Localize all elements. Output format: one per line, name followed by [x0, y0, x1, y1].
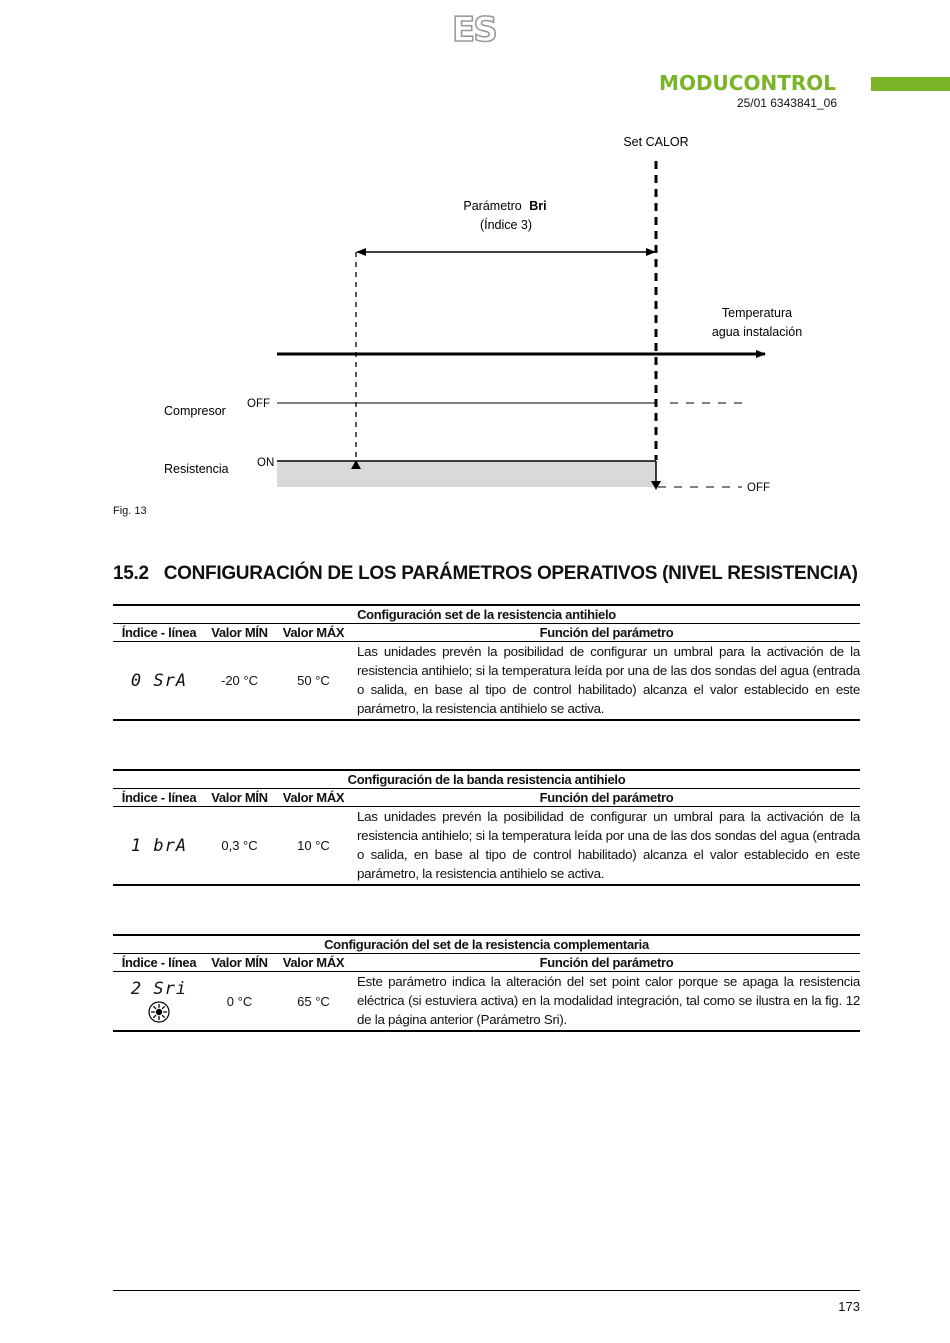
heater-label: Resistencia [164, 462, 229, 476]
col-header-min: Valor MÍN [205, 624, 274, 642]
min-value: -20 °C [205, 642, 274, 721]
parameter-code-cell [113, 972, 205, 1032]
table-row [113, 642, 860, 721]
col-header-min: Valor MÍN [205, 789, 274, 807]
table-caption: Configuración de la banda resistencia antihielo [113, 770, 860, 789]
param-label [463, 199, 546, 213]
page-number: 173 [838, 1299, 860, 1314]
set-calor-label: Set CALOR [623, 135, 689, 149]
footer-divider [113, 1290, 860, 1291]
heater-diagram [0, 125, 950, 505]
parameter-code-cell [113, 807, 205, 886]
heater-on-label: ON [257, 457, 275, 469]
axis-label-line2: agua instalación [711, 325, 803, 339]
table-caption: Configuración set de la resistencia antihielo [113, 605, 860, 624]
language-logo: ES [452, 10, 496, 50]
table-row [113, 972, 860, 1032]
compressor-label: Compresor [164, 404, 226, 418]
param-index-label: (Índice 3) [479, 218, 533, 232]
parameter-table-sra [113, 604, 860, 721]
figure-caption: Fig. 13 [113, 505, 147, 517]
section-title-text: CONFIGURACIÓN DE LOS PARÁMETROS OPERATIVOS (NIVEL RESISTENCIA) [163, 563, 858, 584]
compressor-state-label: OFF [247, 398, 270, 410]
document-number: 25/01 6343841_06 [736, 96, 837, 110]
col-header-max: Valor MÁX [274, 954, 353, 972]
col-header-function: Función del parámetro [353, 954, 860, 972]
param-label-bold: Bri [529, 199, 547, 213]
col-header-index: Índice - línea [113, 789, 205, 807]
brand-accent-bar [871, 77, 950, 91]
heater-on-area [277, 461, 656, 487]
function-description: Este parámetro indica la alteración del set point calor porque se apaga la resistencia eléctrica (si estuviera activa) en la modalidad integración, tal como se ilustra en la fig. 12 de la página anterior (Parámetro Sri). [353, 972, 860, 1032]
param-label-prefix: Parámetro [463, 199, 522, 213]
max-value: 10 °C [274, 807, 353, 886]
display-code: 0 SrA [130, 670, 188, 691]
parameter-table-sri [113, 934, 860, 1032]
section-number: 15.2 [113, 563, 149, 584]
min-value: 0 °C [205, 972, 274, 1032]
min-value: 0,3 °C [205, 807, 274, 886]
parameter-code-cell [113, 642, 205, 721]
table-row [113, 807, 860, 886]
col-header-min: Valor MÍN [205, 954, 274, 972]
axis-label-line1: Temperatura [721, 306, 793, 320]
function-description: Las unidades prevén la posibilidad de configurar un umbral para la activación de la resistencia antihielo; si la temperatura leída por una de las dos sondas del agua (entrada o salida, en base al tipo de control habilitado) alcanza el valor establecido en este parámetro, la resistencia antihielo se activa. [353, 807, 860, 886]
max-value: 50 °C [274, 642, 353, 721]
sun-icon [148, 1001, 170, 1023]
section-heading [113, 563, 858, 585]
table-caption: Configuración del set de la resistencia complementaria [113, 935, 860, 954]
heater-off-label: OFF [747, 482, 770, 494]
col-header-function: Función del parámetro [353, 624, 860, 642]
col-header-max: Valor MÁX [274, 789, 353, 807]
function-description: Las unidades prevén la posibilidad de configurar un umbral para la activación de la resistencia antihielo; si la temperatura leída por una de las dos sondas del agua (entrada o salida, en base al tipo de control habilitado) alcanza el valor establecido en este parámetro, la resistencia antihielo se activa. [353, 642, 860, 721]
display-code: 1 brA [130, 835, 188, 856]
max-value: 65 °C [274, 972, 353, 1032]
col-header-index: Índice - línea [113, 954, 205, 972]
col-header-index: Índice - línea [113, 624, 205, 642]
col-header-function: Función del parámetro [353, 789, 860, 807]
col-header-max: Valor MÁX [274, 624, 353, 642]
parameter-table-bra [113, 769, 860, 886]
brand-title: MODUCONTROL [659, 71, 836, 95]
display-code: 2 Sri [130, 979, 188, 999]
